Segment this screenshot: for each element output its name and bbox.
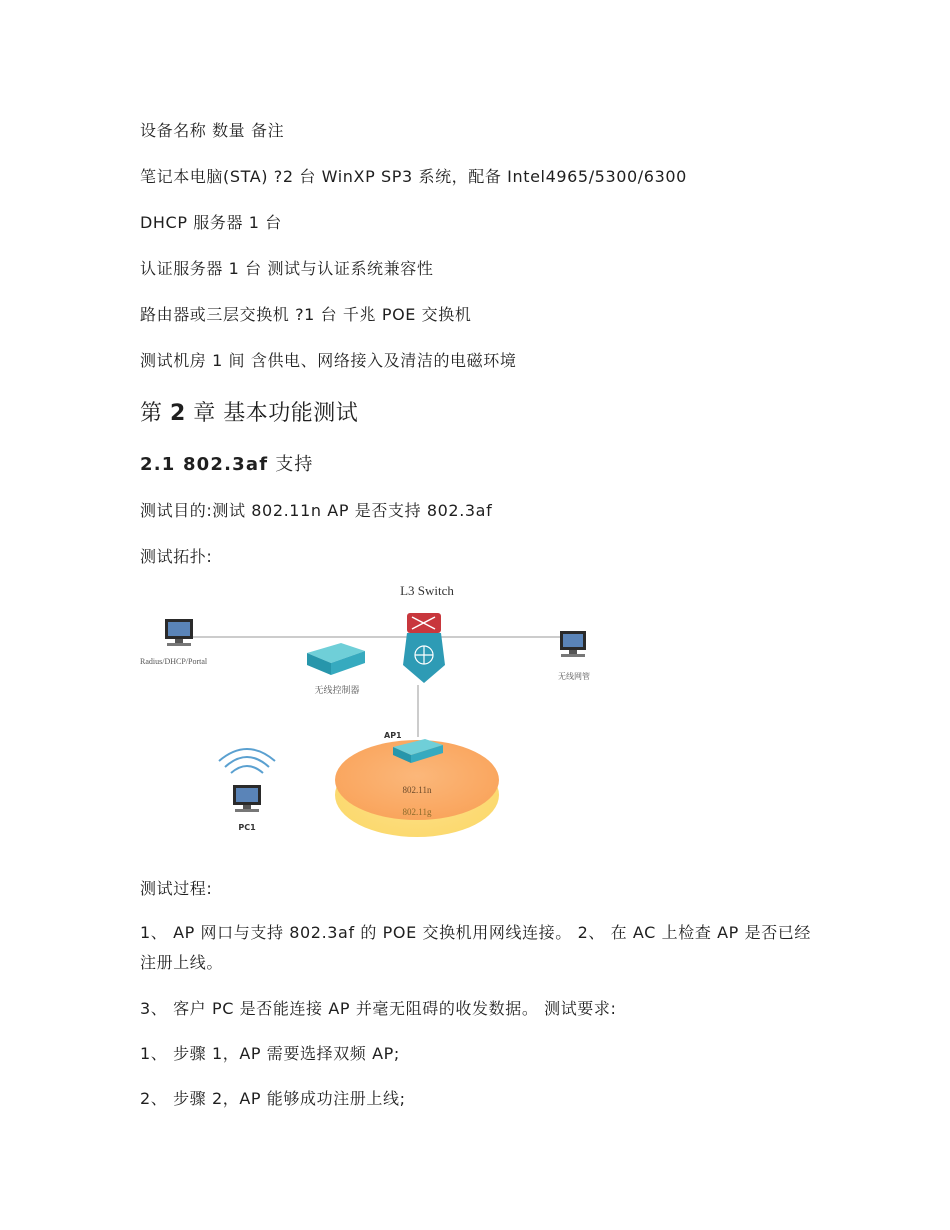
wireless-controller-icon bbox=[307, 643, 365, 675]
section-heading bbox=[140, 450, 314, 476]
l3-switch-icon bbox=[403, 613, 445, 683]
step-text: 3、 客户 PC 是否能连接 AP 并毫无阻碍的收发数据。 测试要求: bbox=[140, 999, 617, 1018]
step-text: 1、 AP 网口与支持 802.3af 的 POE 交换机用网线连接。 2、 在 AC 上检查 AP 是否已经注册上线。 bbox=[140, 923, 812, 972]
equipment-row: 路由器或三层交换机 ?1 台 千兆 POE 交换机 bbox=[140, 305, 472, 324]
pc1-computer-icon bbox=[233, 785, 261, 812]
gateway-label: 无线网管 bbox=[558, 672, 590, 681]
wifi-signal-icon bbox=[219, 749, 275, 773]
chapter-title: 章 基本功能测试 bbox=[185, 401, 359, 426]
equipment-header: 设备名称 数量 备注 bbox=[140, 121, 285, 140]
equipment-row: 认证服务器 1 台 测试与认证系统兼容性 bbox=[140, 259, 434, 278]
server-computer-icon bbox=[165, 619, 193, 646]
band-802-11n-label: 802.11n bbox=[402, 785, 432, 795]
test-purpose: 测试目的:测试 802.11n AP 是否支持 802.3af bbox=[140, 501, 493, 520]
step-text: 2、 步骤 2，AP 能够成功注册上线; bbox=[140, 1089, 406, 1108]
gateway-computer-icon bbox=[560, 631, 586, 657]
pc1-label: PC1 bbox=[238, 823, 256, 832]
process-label: 测试过程: bbox=[140, 879, 213, 898]
equipment-row: DHCP 服务器 1 台 bbox=[140, 213, 282, 232]
server-label: Radius/DHCP/Portal bbox=[140, 657, 208, 666]
topology-label: 测试拓扑: bbox=[140, 547, 213, 566]
equipment-row: 测试机房 1 间 含供电、网络接入及清洁的电磁环境 bbox=[140, 351, 517, 370]
ap1-label: AP1 bbox=[384, 731, 402, 740]
section-title: 支持 bbox=[268, 454, 314, 475]
chapter-heading bbox=[140, 396, 358, 427]
network-topology-diagram bbox=[135, 575, 615, 850]
chapter-prefix: 第 bbox=[140, 401, 170, 426]
section-number: 2.1 802.3af bbox=[140, 454, 269, 475]
switch-label: L3 Switch bbox=[400, 583, 454, 598]
equipment-row: 笔记本电脑(STA) ?2 台 WinXP SP3 系统，配备 Intel4965/5300/6300 bbox=[140, 167, 687, 186]
controller-label: 无线控制器 bbox=[314, 686, 360, 696]
chapter-number: 2 bbox=[170, 401, 186, 426]
band-802-11g-label: 802.11g bbox=[402, 807, 432, 817]
step-text: 1、 步骤 1，AP 需要选择双频 AP; bbox=[140, 1044, 400, 1063]
